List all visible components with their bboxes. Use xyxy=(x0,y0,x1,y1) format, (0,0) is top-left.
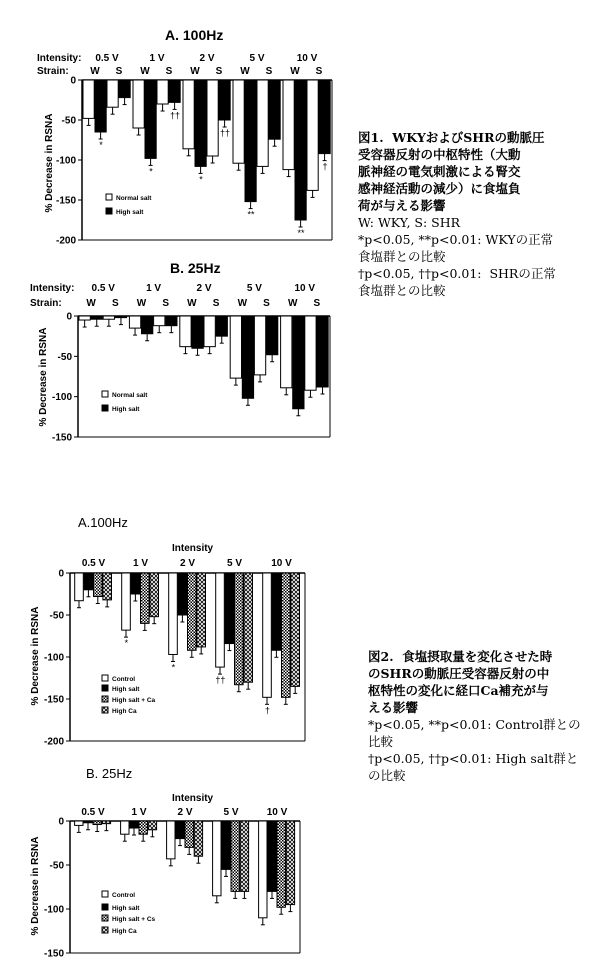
strain-label: S xyxy=(265,66,273,77)
bar xyxy=(107,80,118,107)
y-tick-label: 0 xyxy=(58,816,64,828)
chart-4-xlabel: Intensity xyxy=(172,793,214,804)
group-label: 1 V xyxy=(131,807,147,818)
group-label: 5 V xyxy=(226,558,243,569)
bar xyxy=(291,573,300,686)
bar xyxy=(141,573,150,623)
y-tick-label: 0 xyxy=(70,75,76,87)
bar xyxy=(166,316,177,326)
caption-2-line-3: 枢特性の変化に経口Ca補充が与 xyxy=(368,683,549,698)
bar xyxy=(213,821,221,896)
bar xyxy=(75,821,83,825)
caption-2-p2: †p<0.05, ††p<0.01: High salt群と xyxy=(368,751,579,766)
caption-2-p1: *p<0.05, **p<0.01: Control群との xyxy=(368,717,581,732)
strain-label: S xyxy=(115,66,123,77)
bar xyxy=(245,80,256,202)
y-tick-label: 0 xyxy=(66,311,72,323)
chart-3-plot xyxy=(44,558,305,748)
chart-4 xyxy=(30,766,300,960)
legend-swatch xyxy=(102,675,108,681)
group-label: 1 V xyxy=(149,53,165,64)
chart-4-title: B. 25Hz xyxy=(86,766,133,781)
y-tick-label: -150 xyxy=(43,694,64,706)
chart-2 xyxy=(30,260,330,444)
bar xyxy=(197,573,206,647)
strain-label: W xyxy=(140,66,150,77)
y-tick-label: 0 xyxy=(58,568,64,580)
significance-mark: * xyxy=(124,638,129,649)
bar xyxy=(121,821,129,834)
group-label: 2 V xyxy=(196,283,212,294)
bar xyxy=(91,316,102,319)
significance-mark: * xyxy=(171,662,176,673)
strain-label: S xyxy=(263,298,270,309)
significance-mark: * xyxy=(99,140,103,150)
bar xyxy=(119,80,130,98)
strain-label: S xyxy=(315,66,323,77)
group-label: 0.5 V xyxy=(91,283,115,294)
bar xyxy=(183,80,194,149)
bar xyxy=(207,80,218,156)
legend-swatch xyxy=(102,391,108,397)
y-tick-label: -100 xyxy=(55,155,76,167)
legend-label: High salt xyxy=(112,406,140,413)
bar xyxy=(282,573,291,697)
caption-2-p2b: の比較 xyxy=(368,768,406,783)
strain-label: S xyxy=(215,66,223,77)
chart-1-intensity-label: Intensity: xyxy=(37,53,82,64)
y-tick-label: -100 xyxy=(51,392,72,404)
bar xyxy=(103,316,114,319)
group-label: 5 V xyxy=(249,53,265,64)
legend-swatch xyxy=(102,685,108,691)
legend-label: Normal salt xyxy=(112,392,148,399)
bar xyxy=(84,821,92,823)
legend-swatch xyxy=(102,904,108,910)
caption-1-p1: *p<0.05, **p<0.01: WKYの正常 xyxy=(358,232,554,247)
bar xyxy=(277,821,285,907)
legend-label: High salt xyxy=(112,686,140,693)
strain-label: W xyxy=(136,298,147,309)
caption-1-line-4: 感神経活動の減少）に食塩負 xyxy=(358,181,521,196)
bar xyxy=(263,573,272,697)
legend-label: Normal salt xyxy=(116,195,152,202)
caption-2-line-4: える影響 xyxy=(368,700,419,715)
bar xyxy=(269,80,280,139)
group-label: 0.5 V xyxy=(81,558,106,569)
strain-label: W xyxy=(237,298,248,309)
strain-label: W xyxy=(290,66,300,77)
significance-mark: * xyxy=(149,166,153,177)
legend-label: Control xyxy=(112,892,136,899)
bar xyxy=(145,80,156,158)
caption-1-line-3: 脈神経の電気刺激による腎交 xyxy=(358,164,521,179)
group-label: 2 V xyxy=(177,807,193,818)
legend-label: High salt + Ca xyxy=(112,697,156,704)
significance-mark: ** xyxy=(297,228,305,238)
significance-mark: * xyxy=(199,174,203,185)
y-tick-label: -150 xyxy=(43,948,64,960)
strain-label: W xyxy=(86,298,96,309)
bar xyxy=(286,821,294,905)
bar xyxy=(244,573,253,682)
bar xyxy=(115,316,126,318)
y-tick-label: -50 xyxy=(49,610,64,622)
y-tick-label: -50 xyxy=(49,860,64,872)
y-tick-label: -200 xyxy=(43,736,64,748)
legend-swatch xyxy=(106,208,112,214)
bar xyxy=(225,573,234,644)
group-label: 0.5 V xyxy=(81,807,105,818)
bar xyxy=(169,573,178,654)
caption-1-line-2: 受容器反射の中枢特性（大動 xyxy=(358,147,521,162)
bar xyxy=(233,80,244,163)
y-tick-label: -50 xyxy=(57,351,72,363)
y-tick-label: -100 xyxy=(43,904,64,916)
chart-3-xlabel: Intensity xyxy=(172,543,214,554)
legend-swatch xyxy=(102,696,108,702)
caption-1-p2b: 食塩群との比較 xyxy=(358,283,446,298)
caption-1-line-5: 荷が与える影響 xyxy=(358,198,446,213)
legend-label: High Ca xyxy=(112,708,137,715)
strain-label: W xyxy=(240,66,250,77)
chart-1-strain-label: Strain: xyxy=(37,66,69,77)
figure-1-caption xyxy=(358,129,608,299)
bar xyxy=(230,316,241,378)
bar xyxy=(157,80,168,104)
significance-mark: † xyxy=(322,161,328,172)
legend-swatch xyxy=(102,405,108,411)
caption-1-line-1: 図1. WKYおよびSHRの動脈圧 xyxy=(358,130,545,145)
group-label: 10 V xyxy=(266,807,288,818)
legend-label: Control xyxy=(112,676,136,683)
legend-swatch xyxy=(102,927,108,933)
bar xyxy=(103,573,112,600)
bar xyxy=(167,821,175,859)
group-label: 2 V xyxy=(179,558,196,569)
y-tick-label: -200 xyxy=(55,235,76,247)
strain-label: W xyxy=(90,66,100,77)
group-label: 10 V xyxy=(271,558,292,569)
bar xyxy=(307,80,318,190)
group-label: 1 V xyxy=(146,283,162,294)
figure-2-caption xyxy=(368,648,608,784)
bar xyxy=(180,316,191,347)
strain-label: S xyxy=(162,298,170,309)
significance-mark: †† xyxy=(219,128,231,138)
chart-2-title: B. 25Hz xyxy=(170,260,221,276)
bar xyxy=(283,80,294,170)
bar xyxy=(148,821,156,830)
bar xyxy=(150,573,159,617)
caption-1-p2: †p<0.05, ††p<0.01: SHRの正常 xyxy=(358,266,556,281)
bar xyxy=(240,821,248,891)
strain-label: S xyxy=(111,298,119,309)
bar xyxy=(195,80,206,166)
y-tick-label: -100 xyxy=(43,652,64,664)
legend-swatch xyxy=(102,915,108,921)
chart-4-plot xyxy=(44,807,300,960)
group-label: 10 V xyxy=(296,53,318,64)
bar xyxy=(216,573,225,667)
bar xyxy=(242,316,253,398)
chart-3-title: A.100Hz xyxy=(78,515,128,530)
bar xyxy=(185,821,193,847)
chart-2-intensity-label: Intensity: xyxy=(30,283,75,294)
bar xyxy=(192,316,203,348)
bar xyxy=(129,316,140,328)
legend-swatch xyxy=(102,891,108,897)
bar xyxy=(254,316,265,375)
bar xyxy=(293,316,304,409)
bar xyxy=(84,573,93,590)
bar xyxy=(216,316,227,336)
bar xyxy=(204,316,215,347)
chart-1 xyxy=(37,27,332,247)
bar xyxy=(94,573,103,597)
chart-4-ylabel: % Decrease in RSNA xyxy=(30,836,41,936)
significance-mark: † xyxy=(264,705,270,716)
bar xyxy=(102,821,110,824)
chart-2-ylabel: % Decrease in RSNA xyxy=(38,327,49,427)
group-label: 2 V xyxy=(199,53,215,64)
legend-label: High salt + Cs xyxy=(112,916,156,923)
significance-mark: ** xyxy=(247,209,255,220)
chart-1-plot xyxy=(56,53,332,247)
bar xyxy=(122,573,131,630)
bar xyxy=(305,316,316,390)
strain-label: S xyxy=(313,298,321,309)
caption-2-p1b: 比較 xyxy=(368,734,394,749)
significance-mark: †† xyxy=(169,110,181,121)
legend-label: High salt xyxy=(116,209,144,216)
bar xyxy=(266,316,277,355)
bar xyxy=(188,573,197,650)
legend-label: High Ca xyxy=(112,928,137,935)
chart-1-title: A. 100Hz xyxy=(165,27,224,43)
bar xyxy=(178,573,187,615)
bar xyxy=(259,821,267,918)
bar xyxy=(75,573,84,601)
bar xyxy=(231,821,239,891)
bar xyxy=(176,821,184,839)
legend-swatch xyxy=(106,194,112,200)
group-label: 5 V xyxy=(246,283,262,294)
y-tick-label: -150 xyxy=(55,195,76,207)
legend-label: High salt xyxy=(112,905,140,912)
bar xyxy=(235,573,244,685)
caption-2-line-1: 図2. 食塩摂取量を変化させた時 xyxy=(368,649,553,664)
bar xyxy=(79,316,90,320)
strain-label: W xyxy=(287,298,298,309)
bar xyxy=(222,821,230,869)
bar xyxy=(142,316,153,334)
bar xyxy=(133,80,144,128)
bar xyxy=(281,316,292,388)
strain-label: S xyxy=(165,66,173,77)
bar xyxy=(219,80,230,120)
caption-2-line-2: のSHRの動脈圧受容器反射の中 xyxy=(368,666,550,681)
bar xyxy=(130,821,138,828)
group-label: 1 V xyxy=(132,558,149,569)
chart-3-ylabel: % Decrease in RSNA xyxy=(30,606,41,706)
bar xyxy=(95,80,106,132)
strain-label: W xyxy=(187,298,197,309)
bar xyxy=(139,821,147,834)
group-label: 0.5 V xyxy=(95,53,119,64)
group-label: 10 V xyxy=(294,283,316,294)
chart-1-ylabel: % Decrease in RSNA xyxy=(44,113,55,213)
bar xyxy=(257,80,268,166)
caption-1-p1b: 食塩群との比較 xyxy=(358,249,446,264)
bar xyxy=(131,573,140,594)
chart-2-plot xyxy=(52,283,330,444)
bar xyxy=(169,80,180,102)
group-label: 5 V xyxy=(223,807,239,818)
chart-3 xyxy=(30,515,305,748)
bar xyxy=(194,821,202,856)
bar xyxy=(272,573,281,650)
bar xyxy=(93,821,101,825)
y-tick-label: -50 xyxy=(61,115,76,127)
strain-label: W xyxy=(190,66,200,77)
caption-1-strain-key: W: WKY, S: SHR xyxy=(358,215,461,230)
bar xyxy=(268,821,276,891)
bar xyxy=(154,316,165,326)
chart-2-strain-label: Strain: xyxy=(30,298,62,309)
bar xyxy=(83,80,94,118)
strain-label: S xyxy=(212,298,220,309)
bar xyxy=(317,316,328,387)
y-tick-label: -150 xyxy=(51,432,72,444)
significance-mark: †† xyxy=(215,675,226,686)
legend-swatch xyxy=(102,707,108,713)
bar xyxy=(295,80,306,220)
bar xyxy=(319,80,330,154)
